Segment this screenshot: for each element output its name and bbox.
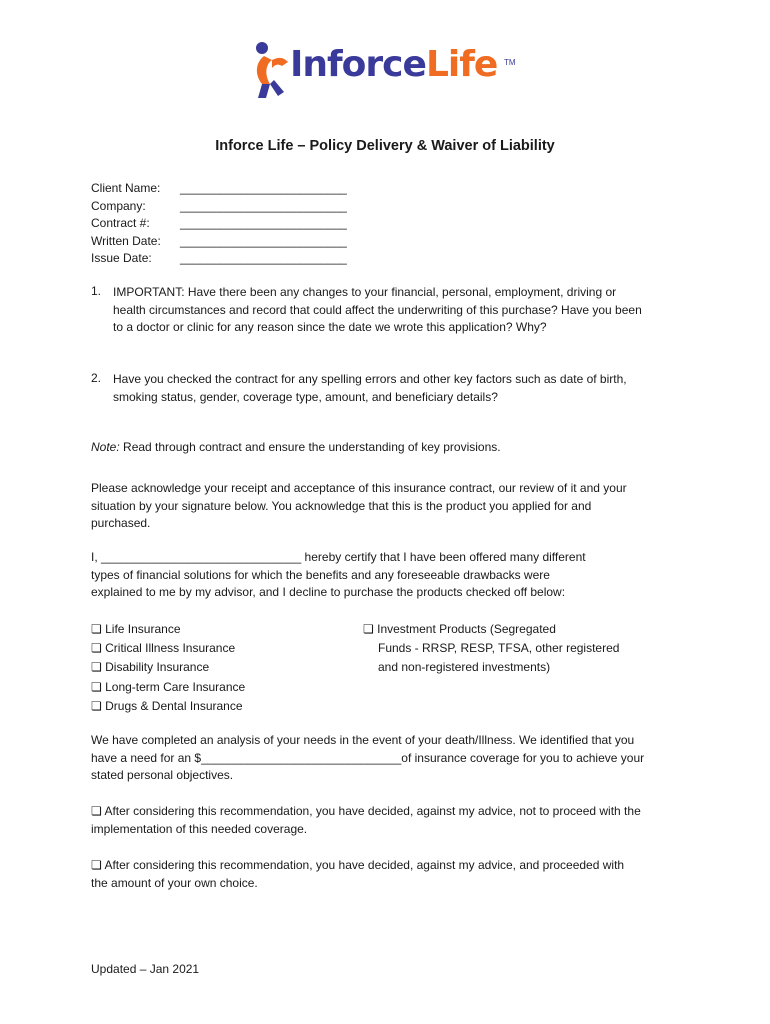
field-blanks	[180, 180, 347, 268]
product-label: Critical Illness Insurance	[105, 641, 236, 656]
checkbox-icon[interactable]: ❏	[91, 660, 102, 675]
question-1-line: to a doctor or clinic for any reason since the date we wrote this application? Why?	[113, 320, 547, 334]
written-date-blank[interactable]: _________________________	[180, 233, 347, 248]
checkbox-icon[interactable]: ❏	[91, 698, 102, 713]
logo-word-2: Life	[425, 44, 498, 85]
person-figure-icon	[250, 40, 292, 102]
analysis-line: stated personal objectives.	[91, 768, 234, 782]
issue-date-label: Issue Date:	[91, 251, 152, 265]
certification-line: explained to me by my advisor, and I decline to purchase the products checked off below:	[91, 585, 566, 599]
option-line: implementation of this needed coverage.	[91, 821, 308, 836]
contract-label: Contract #:	[91, 216, 150, 230]
option-own-amount	[91, 857, 624, 892]
product-label: Long-term Care Insurance	[105, 679, 246, 694]
product-label: Investment Products (Segregated	[377, 622, 556, 636]
question-2-line: smoking status, gender, coverage type, amount, and beneficiary details?	[113, 389, 498, 404]
field-labels	[91, 180, 161, 268]
certification-line: types of financial solutions for which the benefits and any foreseeable drawbacks were	[91, 567, 550, 582]
question-2-number: 2.	[91, 371, 102, 385]
note-text: Read through contract and ensure the understanding of key provisions.	[119, 440, 501, 454]
acknowledgement-paragraph	[91, 480, 627, 533]
product-long-term-care[interactable]	[91, 678, 245, 697]
company-blank[interactable]: _________________________	[180, 198, 347, 213]
product-investment[interactable]	[363, 620, 619, 639]
products-list-right	[363, 620, 619, 678]
certification-line: I, ______________________________ hereby certify that I have been offered many different	[91, 550, 586, 564]
checkbox-icon[interactable]: ❏	[91, 858, 102, 872]
logo-wordmark	[290, 44, 497, 85]
option-line: After considering this recommendation, you have decided, against my advice, not to proceed with the	[104, 804, 641, 818]
note-label: Note:	[91, 440, 120, 454]
product-investment-detail: Funds - RRSP, RESP, TFSA, other registered	[378, 641, 620, 656]
product-disability[interactable]	[91, 658, 245, 677]
question-2-line: Have you checked the contract for any spelling errors and other key factors such as date of birth,	[113, 372, 627, 386]
product-critical-illness[interactable]	[91, 639, 245, 658]
client-name-label: Client Name:	[91, 181, 161, 195]
analysis-line: We have completed an analysis of your needs in the event of your death/Illness. We identified that you	[91, 733, 635, 747]
option-not-proceed	[91, 803, 641, 838]
product-drugs-dental[interactable]	[91, 697, 245, 716]
question-1-number: 1.	[91, 284, 102, 298]
document-title: Inforce Life – Policy Delivery & Waiver of Liability	[215, 138, 555, 154]
product-label: Life Insurance	[105, 622, 181, 636]
contract-blank[interactable]: _________________________	[180, 216, 347, 230]
product-label: Disability Insurance	[105, 660, 210, 675]
note	[91, 439, 501, 457]
acknowledgement-line: Please acknowledge your receipt and acceptance of this insurance contract, our review of it and your	[91, 481, 627, 495]
issue-date-blank[interactable]: _________________________	[180, 251, 347, 265]
acknowledgement-line: situation by your signature below. You acknowledge that this is the product you applied for and	[91, 498, 592, 513]
product-label: Drugs & Dental Insurance	[105, 698, 243, 713]
products-list-left	[91, 620, 245, 716]
client-name-blank[interactable]: _________________________	[180, 181, 347, 195]
product-life-insurance[interactable]	[91, 620, 245, 639]
checkbox-icon[interactable]: ❏	[91, 622, 102, 636]
question-2	[113, 371, 627, 406]
checkbox-icon[interactable]: ❏	[91, 804, 102, 818]
certification-paragraph	[91, 549, 586, 602]
checkbox-icon[interactable]: ❏	[363, 622, 374, 636]
question-1	[113, 284, 642, 337]
analysis-line: have a need for an $______________________________of insurance coverage for you to achieve your	[91, 750, 645, 765]
trademark-mark: TM	[504, 58, 516, 67]
footer-updated: Updated – Jan 2021	[91, 962, 200, 976]
question-1-line: health circumstances and record that could affect the underwriting of this purchase? Have you been	[113, 302, 642, 317]
acknowledgement-line: purchased.	[91, 516, 151, 530]
written-date-label: Written Date:	[91, 233, 161, 248]
option-line: After considering this recommendation, you have decided, against my advice, and proceeded with	[104, 858, 625, 872]
option-line: the amount of your own choice.	[91, 875, 258, 890]
checkbox-icon[interactable]: ❏	[91, 679, 102, 694]
checkbox-icon[interactable]: ❏	[91, 641, 102, 656]
analysis-paragraph	[91, 732, 644, 785]
product-investment-detail: and non-registered investments)	[378, 660, 551, 675]
company-logo	[250, 40, 516, 102]
question-1-line: IMPORTANT: Have there been any changes to your financial, personal, employment, driving or	[113, 285, 617, 299]
company-label: Company:	[91, 198, 146, 213]
logo-word-1: Inforce	[290, 44, 426, 85]
